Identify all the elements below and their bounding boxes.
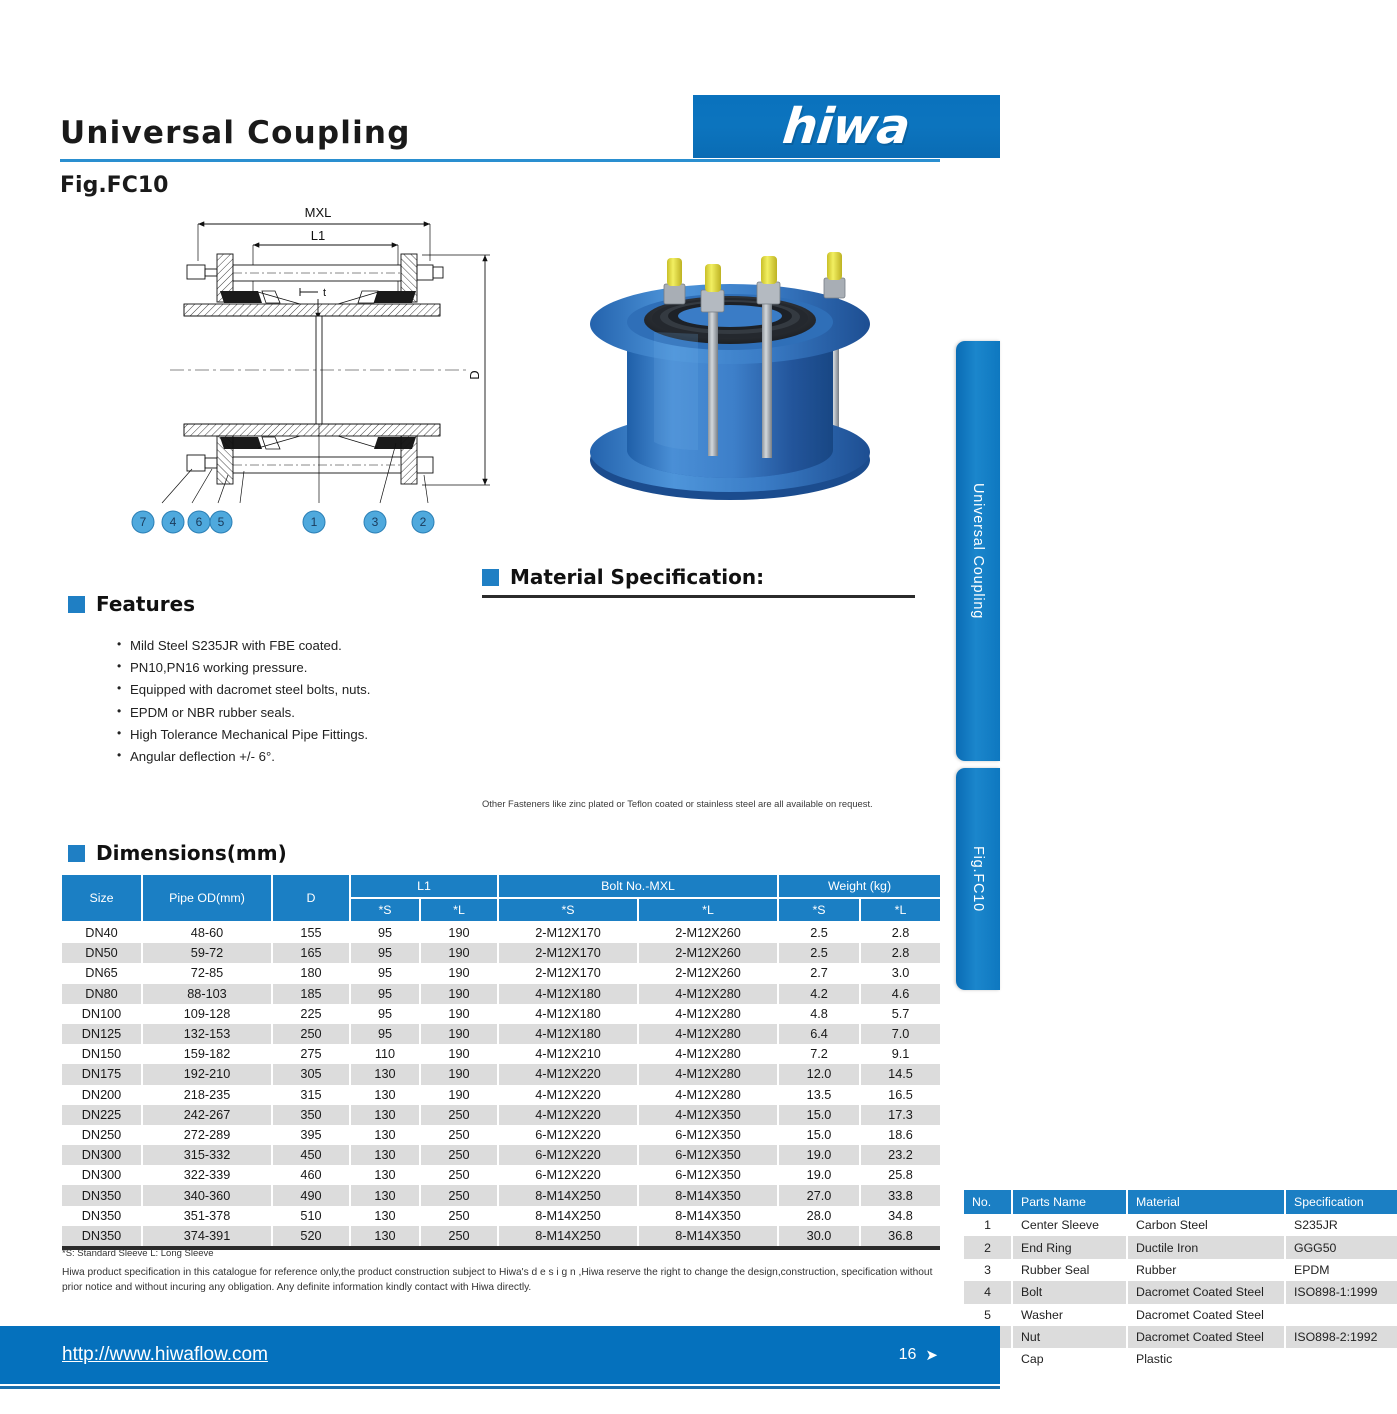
table-cell: 520 [272,1226,350,1246]
table-cell: 190 [420,922,498,943]
table-cell: 8-M14X250 [498,1206,638,1226]
table-cell: 48-60 [142,922,272,943]
col-spec: Specification [1285,1190,1397,1214]
table-cell: 23.2 [860,1145,940,1165]
table-cell: DN300 [62,1145,142,1165]
table-row [62,1165,940,1185]
table-row [62,1044,940,1064]
table-cell: 130 [350,1125,420,1145]
table-cell: 250 [420,1185,498,1205]
list-item: • PN10,PN16 working pressure. [115,660,505,675]
table-cell: 242-267 [142,1105,272,1125]
table-cell: 4-M12X280 [638,1024,778,1044]
dimensions-table [62,875,940,1246]
table-cell: 315 [272,1085,350,1105]
table-cell: 2-M12X260 [638,922,778,943]
table-cell: DN350 [62,1185,142,1205]
table-cell: 4.6 [860,984,940,1004]
table-cell: 190 [420,1004,498,1024]
table-cell: DN175 [62,1064,142,1084]
table-cell: 14.5 [860,1064,940,1084]
svg-text:5: 5 [217,515,225,529]
title-divider [60,159,940,162]
table-cell: 2-M12X260 [638,943,778,963]
table-cell: 34.8 [860,1206,940,1226]
table-cell: 19.0 [778,1165,860,1185]
table-cell: 4 [964,1281,1012,1303]
svg-text:4: 4 [169,515,177,529]
list-item: • Angular deflection +/- 6°. [115,749,505,764]
table-cell: Dacromet Coated Steel [1127,1281,1285,1303]
table-cell: 4-M12X210 [498,1044,638,1064]
side-tab-label: Fig.FC10 [970,845,986,913]
table-cell: DN80 [62,984,142,1004]
table-cell: 33.8 [860,1185,940,1205]
table-cell: 190 [420,943,498,963]
col-no: No. [964,1190,1012,1214]
table-cell: 4-M12X280 [638,1064,778,1084]
table-cell: 250 [420,1165,498,1185]
table-cell: 8-M14X250 [498,1185,638,1205]
table-cell: Dacromet Coated Steel [1127,1304,1285,1326]
table-cell: 95 [350,984,420,1004]
figure-label: Fig.FC10 [60,173,169,198]
table-cell: 2-M12X170 [498,922,638,943]
table-cell: 510 [272,1206,350,1226]
table-cell: 30.0 [778,1226,860,1246]
section-marker-square [482,569,499,586]
table-row [964,1304,1397,1326]
table-cell: 190 [420,1085,498,1105]
material-spec-heading [482,565,764,589]
table-cell: 4-M12X180 [498,984,638,1004]
table-cell: 250 [272,1024,350,1044]
technical-drawing [140,203,500,538]
table-cell: 95 [350,1004,420,1024]
table-row [964,1348,1397,1370]
table-cell: 8-M14X350 [638,1185,778,1205]
table-cell: DN350 [62,1226,142,1246]
col-group-bolt: Bolt No.-MXL [498,875,778,898]
table-cell: Rubber [1127,1259,1285,1281]
table-cell: 250 [420,1105,498,1125]
table-cell: Ductile Iron [1127,1236,1285,1258]
table-cell: 13.5 [778,1085,860,1105]
table-row [62,1064,940,1084]
material-spec-table [964,1190,1397,1371]
table-row [964,1259,1397,1281]
table-header-row-top [62,875,940,898]
table-row [964,1326,1397,1348]
col-bolt-l: *L [638,898,778,922]
table-cell: DN125 [62,1024,142,1044]
dimensions-table-wrap [62,875,940,1250]
table-row [964,1214,1397,1236]
table-cell: 88-103 [142,984,272,1004]
dimensions-footnote: *S: Standard Sleeve L: Long Sleeve [62,1248,214,1259]
hiwa-logo-text: hiwa [780,98,913,155]
table-row [62,943,940,963]
table-cell: Cap [1012,1348,1127,1370]
table-cell: 59-72 [142,943,272,963]
svg-text:7: 7 [139,515,147,529]
table-cell: 8-M14X350 [638,1226,778,1246]
table-cell: 4-M12X220 [498,1105,638,1125]
table-cell: 305 [272,1064,350,1084]
table-cell: 27.0 [778,1185,860,1205]
table-cell: Rubber Seal [1012,1259,1127,1281]
table-cell: 6-M12X350 [638,1125,778,1145]
page-footer [0,1326,1000,1384]
dimensions-heading [68,841,287,865]
table-cell: 19.0 [778,1145,860,1165]
table-cell: 17.3 [860,1105,940,1125]
table-cell: 4-M12X350 [638,1105,778,1125]
table-cell: DN200 [62,1085,142,1105]
table-cell: Dacromet Coated Steel [1127,1326,1285,1348]
table-cell: 4-M12X280 [638,1085,778,1105]
table-cell: 5.7 [860,1004,940,1024]
table-cell: 350 [272,1105,350,1125]
table-row [62,1206,940,1226]
table-cell: 130 [350,1185,420,1205]
table-cell: 6-M12X220 [498,1125,638,1145]
footer-website-link[interactable]: http://www.hiwaflow.com [62,1344,268,1365]
col-d: D [272,875,350,922]
table-cell: 250 [420,1226,498,1246]
page-title: Universal Coupling [60,115,411,151]
list-item: • Equipped with dacromet steel bolts, nuts. [115,682,505,697]
table-cell: 190 [420,1024,498,1044]
table-cell: End Ring [1012,1236,1127,1258]
table-cell: DN50 [62,943,142,963]
list-item: • Mild Steel S235JR with FBE coated. [115,638,505,653]
table-cell: 2-M12X170 [498,963,638,983]
svg-text:MXL: MXL [304,205,332,220]
table-cell: 450 [272,1145,350,1165]
table-cell: 18.6 [860,1125,940,1145]
table-row [62,1125,940,1145]
svg-text:t: t [323,287,327,299]
table-cell: 180 [272,963,350,983]
table-cell: DN350 [62,1206,142,1226]
col-group-l1: L1 [350,875,498,898]
table-cell: GGG50 [1285,1236,1397,1258]
features-heading-label: Features [96,592,196,616]
table-row [964,1236,1397,1258]
col-l1-s: *S [350,898,420,922]
table-cell: 250 [420,1125,498,1145]
table-cell: 192-210 [142,1064,272,1084]
next-page-arrow-icon[interactable]: ➤ [925,1347,938,1364]
material-spec-note: Other Fasteners like zinc plated or Teflon coated or stainless steel are all available on request. [482,798,873,809]
col-pipe-od: Pipe OD(mm) [142,875,272,922]
svg-text:3: 3 [371,515,379,529]
table-cell: Carbon Steel [1127,1214,1285,1236]
table-cell: 322-339 [142,1165,272,1185]
table-cell: 190 [420,963,498,983]
table-cell: Center Sleeve [1012,1214,1127,1236]
table-cell: 95 [350,963,420,983]
table-cell: 130 [350,1105,420,1125]
dimensions-heading-label: Dimensions(mm) [96,841,287,865]
table-cell: 28.0 [778,1206,860,1226]
table-cell: 110 [350,1044,420,1064]
table-cell [1285,1304,1397,1326]
list-item: • High Tolerance Mechanical Pipe Fittings. [115,727,505,742]
table-cell: Bolt [1012,1281,1127,1303]
table-cell: Nut [1012,1326,1127,1348]
table-cell: 2.8 [860,943,940,963]
side-tab-fig-fc10[interactable] [956,768,1000,990]
table-row [62,1004,940,1024]
svg-text:6: 6 [195,515,203,529]
table-cell: 15.0 [778,1125,860,1145]
table-cell: DN100 [62,1004,142,1024]
table-cell: 218-235 [142,1085,272,1105]
svg-text:2: 2 [419,515,427,529]
table-cell: 7.2 [778,1044,860,1064]
col-group-weight: Weight (kg) [778,875,940,898]
table-cell: 130 [350,1226,420,1246]
col-parts: Parts Name [1012,1190,1127,1214]
table-cell: ISO898-2:1992 [1285,1326,1397,1348]
table-cell: 130 [350,1064,420,1084]
table-cell: 460 [272,1165,350,1185]
table-cell: 4-M12X180 [498,1024,638,1044]
table-cell [1285,1348,1397,1370]
table-cell: 4.2 [778,984,860,1004]
table-cell: 36.8 [860,1226,940,1246]
col-weight-l: *L [860,898,940,922]
brand-logo-banner [693,95,1000,158]
table-cell: 72-85 [142,963,272,983]
table-cell: 6-M12X220 [498,1145,638,1165]
table-cell: 15.0 [778,1105,860,1125]
table-cell: 2.8 [860,922,940,943]
svg-text:D: D [467,370,482,380]
table-cell: 95 [350,1024,420,1044]
table-cell: 4-M12X180 [498,1004,638,1024]
table-cell: 190 [420,1064,498,1084]
table-cell: ISO898-1:1999 [1285,1281,1397,1303]
table-row [62,963,940,983]
table-cell: 4-M12X220 [498,1064,638,1084]
table-cell: 130 [350,1145,420,1165]
table-cell: 165 [272,943,350,963]
table-cell: 2.5 [778,922,860,943]
table-row [62,1085,940,1105]
col-size: Size [62,875,142,922]
table-cell: 272-289 [142,1125,272,1145]
table-cell: 315-332 [142,1145,272,1165]
product-photo [558,228,903,533]
features-heading [68,592,195,616]
table-row [964,1281,1397,1303]
table-cell: DN300 [62,1165,142,1185]
table-cell: 2.7 [778,963,860,983]
table-cell: 490 [272,1185,350,1205]
features-list [75,638,505,771]
section-marker-square [68,845,85,862]
table-cell: 6-M12X350 [638,1145,778,1165]
table-cell: 8-M14X350 [638,1206,778,1226]
table-cell: 6-M12X350 [638,1165,778,1185]
table-row [62,1145,940,1165]
table-cell: DN150 [62,1044,142,1064]
col-material: Material [1127,1190,1285,1214]
table-cell: 4-M12X220 [498,1085,638,1105]
table-cell: 340-360 [142,1185,272,1205]
table-row [62,1024,940,1044]
table-cell: 185 [272,984,350,1004]
svg-text:L1: L1 [310,228,326,243]
table-cell: 9.1 [860,1044,940,1064]
col-bolt-s: *S [498,898,638,922]
table-cell: 16.5 [860,1085,940,1105]
material-spec-heading-label: Material Specification: [510,565,765,589]
table-cell: Plastic [1127,1348,1285,1370]
table-cell: 190 [420,984,498,1004]
table-cell: EPDM [1285,1259,1397,1281]
table-cell: 132-153 [142,1024,272,1044]
table-cell: 395 [272,1125,350,1145]
table-row [62,1226,940,1246]
table-cell: 6.4 [778,1024,860,1044]
table-cell: 3.0 [860,963,940,983]
table-cell: 190 [420,1044,498,1064]
table-cell: 2-M12X170 [498,943,638,963]
table-cell: 95 [350,922,420,943]
footer-bottom-rule [0,1386,1000,1389]
table-row [62,984,940,1004]
col-weight-s: *S [778,898,860,922]
svg-text:1: 1 [310,515,318,529]
table-cell: 275 [272,1044,350,1064]
footer-page-number [899,1346,938,1364]
table-cell: S235JR [1285,1214,1397,1236]
table-cell: DN40 [62,922,142,943]
page-number-label: 16 [898,1346,917,1363]
table-cell: 225 [272,1004,350,1024]
table-cell: 130 [350,1085,420,1105]
disclaimer-text: Hiwa product specification in this catalogue for reference only,the product construction subject to Hiwa's d e s i g n ,Hiwa reserve the right to change the design,construction, specification without prior notice and without incuring any obligation. Any definite information kindly contact with Hiwa directly. [62,1267,933,1293]
table-cell: 95 [350,943,420,963]
table-cell: 2 [964,1236,1012,1258]
section-marker-square [68,596,85,613]
col-l1-l: *L [420,898,498,922]
table-row [62,922,940,943]
side-tab-universal-coupling[interactable] [956,341,1000,761]
table-cell: 4-M12X280 [638,1044,778,1064]
table-cell: 155 [272,922,350,943]
side-tab-label: Universal Coupling [970,482,986,620]
table-cell: 4.8 [778,1004,860,1024]
table-cell: 250 [420,1206,498,1226]
table-row [62,1105,940,1125]
table-cell: 5 [964,1304,1012,1326]
table-cell: 109-128 [142,1004,272,1024]
table-header-row [964,1190,1397,1214]
table-cell: DN65 [62,963,142,983]
table-cell: DN250 [62,1125,142,1145]
table-cell: 1 [964,1214,1012,1236]
table-cell: 3 [964,1259,1012,1281]
table-cell: 351-378 [142,1206,272,1226]
table-cell: 250 [420,1145,498,1165]
table-cell: 4-M12X280 [638,984,778,1004]
table-cell: 130 [350,1165,420,1185]
table-cell: 6-M12X220 [498,1165,638,1185]
table-cell: 7.0 [860,1024,940,1044]
table-cell: DN225 [62,1105,142,1125]
table-cell: 374-391 [142,1226,272,1246]
table-cell: Washer [1012,1304,1127,1326]
list-item: • EPDM or NBR rubber seals. [115,705,505,720]
table-cell: 8-M14X250 [498,1226,638,1246]
table-row [62,1185,940,1205]
table-cell: 2.5 [778,943,860,963]
table-cell: 25.8 [860,1165,940,1185]
table-cell: 4-M12X280 [638,1004,778,1024]
table-cell: 159-182 [142,1044,272,1064]
table-cell: 12.0 [778,1064,860,1084]
table-cell: 2-M12X260 [638,963,778,983]
table-cell: 130 [350,1206,420,1226]
